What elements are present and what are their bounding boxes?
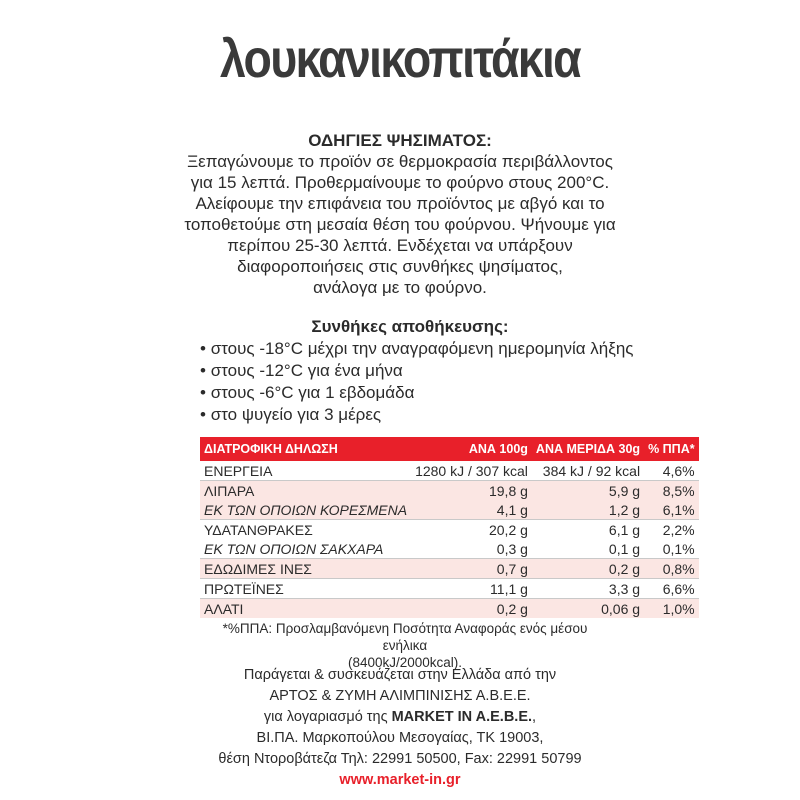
table-row — [200, 599, 699, 619]
nutrient-name: ΠΡΩΤΕΪΝΕΣ — [200, 579, 411, 599]
baking-line: διαφοροποιήσεις στις συνθήκες ψησίματος, — [237, 257, 563, 276]
product-title: λουκανικοπιτάκια — [220, 29, 580, 89]
nutrient-perportion: 0,1 g — [532, 539, 644, 559]
nutrient-perportion: 3,3 g — [532, 579, 644, 599]
nutrient-name: ΑΛΑΤΙ — [200, 599, 411, 619]
table-row — [200, 461, 699, 481]
baking-instructions — [170, 130, 630, 298]
table-row — [200, 539, 699, 559]
distributor-name: MARKET IN A.E.B.E. — [391, 709, 533, 725]
footnote-line: *%ΠΠΑ: Προσλαμβανόμενη Ποσότητα Αναφοράς ενός μέσου ενήλικα — [222, 621, 588, 653]
nutrition-footnote — [200, 620, 610, 671]
website-link[interactable]: www.market-in.gr — [339, 772, 461, 788]
nutrition-table — [200, 437, 699, 618]
table-row — [200, 559, 699, 579]
nutrient-perportion: 6,1 g — [608, 521, 641, 538]
nutrient-per100: 20,2 g — [488, 521, 528, 538]
nutrient-per100: 1280 kJ / 307 kcal — [411, 461, 532, 481]
nutrient-perportion: 1,2 g — [532, 500, 644, 520]
nutrient-per100: 0,7 g — [411, 559, 532, 579]
nutrient-name: ΛΙΠΑΡΑ — [200, 481, 411, 501]
nutrient-ri: 0,8% — [644, 559, 699, 579]
table-row — [200, 520, 699, 540]
baking-line: περίπου 25-30 λεπτά. Ενδέχεται να υπάρξουν — [227, 236, 573, 255]
storage-conditions — [200, 316, 640, 426]
nutrient-name: ΕΚ ΤΩΝ ΟΠΟΙΩΝ ΚΟΡΕΣΜΕΝΑ — [200, 500, 411, 520]
nutrition-header-perportion: ΑΝΑ ΜΕΡΙΔΑ 30g — [532, 437, 644, 461]
table-row — [200, 579, 699, 599]
nutrient-per100: 19,8 g — [411, 481, 532, 501]
nutrition-header-per100: ΑΝΑ 100g — [411, 437, 532, 461]
table-row — [200, 500, 699, 520]
nutrient-name: ΕΔΩΔΙΜΕΣ ΙΝΕΣ — [200, 559, 411, 579]
storage-item: • στους -18°C μέχρι την αναγραφόμενη ημερομηνία λήξης — [200, 338, 640, 360]
nutrient-ri: 6,6% — [644, 579, 699, 599]
nutrient-per100: 4,1 g — [411, 500, 532, 520]
nutrition-header-row — [200, 437, 699, 461]
storage-item: • στους -12°C για ένα μήνα — [200, 360, 640, 382]
nutrient-name: ΕΚ ΤΩΝ ΟΠΟΙΩΝ ΣΑΚΧΑΡΑ — [200, 539, 411, 559]
storage-item: • στους -6°C για 1 εβδομάδα — [200, 382, 640, 404]
nutrient-per100: 0,3 g — [411, 539, 532, 559]
nutrient-ri: 1,0% — [644, 599, 699, 619]
nutrient-per100: 11,1 g — [411, 579, 532, 599]
distributor-suffix: , — [532, 709, 537, 725]
manufacturer-info — [190, 665, 610, 791]
nutrient-name: ΥΔΑΤΑΝΘΡΑΚΕΣ — [204, 521, 313, 538]
baking-line: ανάλογα με το φούρνο. — [313, 278, 487, 297]
address-line: ΒΙ.ΠΑ. Μαρκοπούλου Μεσογαίας, ΤΚ 19003, — [256, 730, 544, 746]
manufacturer-name: ΑΡΤΟΣ & ΖΥΜΗ ΑΛΙΜΠΙΝΙΣΗΣ Α.Β.Ε.Ε. — [269, 688, 531, 704]
nutrient-ri: 6,1% — [644, 500, 699, 520]
storage-list — [200, 338, 640, 426]
contact-line: θέση Ντοροβάτεζα Τηλ: 22991 50500, Fax: 22991 50799 — [218, 751, 582, 767]
nutrient-perportion: 0,2 g — [532, 559, 644, 579]
nutrient-ri: 4,6% — [644, 461, 699, 481]
storage-item: • στο ψυγείο για 3 μέρες — [200, 404, 640, 426]
nutrient-name: ΕΝΕΡΓΕΙΑ — [200, 461, 411, 481]
nutrition-header-label: ΔΙΑΤΡΟΦΙΚΗ ΔΗΛΩΣΗ — [200, 437, 411, 461]
distributor-prefix: για λογαριασμό της — [263, 709, 388, 725]
baking-line: Αλείφουμε την επιφάνεια του προϊόντος με αβγό και το — [195, 194, 605, 213]
distributor-line — [190, 707, 610, 728]
footnote-line: (8400kJ/2000kcal). — [347, 655, 463, 670]
table-row — [200, 481, 699, 501]
nutrient-perportion: 384 kJ / 92 kcal — [532, 461, 644, 481]
nutrient-per100: 0,2 g — [411, 599, 532, 619]
nutrient-ri: 0,1% — [644, 539, 699, 559]
baking-heading: ΟΔΗΓΙΕΣ ΨΗΣΙΜΑΤΟΣ: — [308, 131, 492, 150]
nutrient-ri: 8,5% — [644, 481, 699, 501]
manufacturer-line: Παράγεται & συσκευάζεται στην Ελλάδα από την — [243, 667, 557, 683]
nutrient-ri: 2,2% — [662, 521, 695, 538]
baking-line: για 15 λεπτά. Προθερμαίνουμε το φούρνο στους 200°C. — [190, 173, 610, 192]
nutrient-perportion: 5,9 g — [532, 481, 644, 501]
storage-heading: Συνθήκες αποθήκευσης: — [311, 317, 509, 336]
baking-line: Ξεπαγώνουμε το προϊόν σε θερμοκρασία περιβάλλοντος — [187, 152, 613, 171]
nutrient-perportion: 0,06 g — [532, 599, 644, 619]
nutrition-header-ri: % ΠΠΑ* — [644, 437, 699, 461]
baking-line: τοποθετούμε στη μεσαία θέση του φούρνου. Ψήνουμε για — [184, 215, 616, 234]
